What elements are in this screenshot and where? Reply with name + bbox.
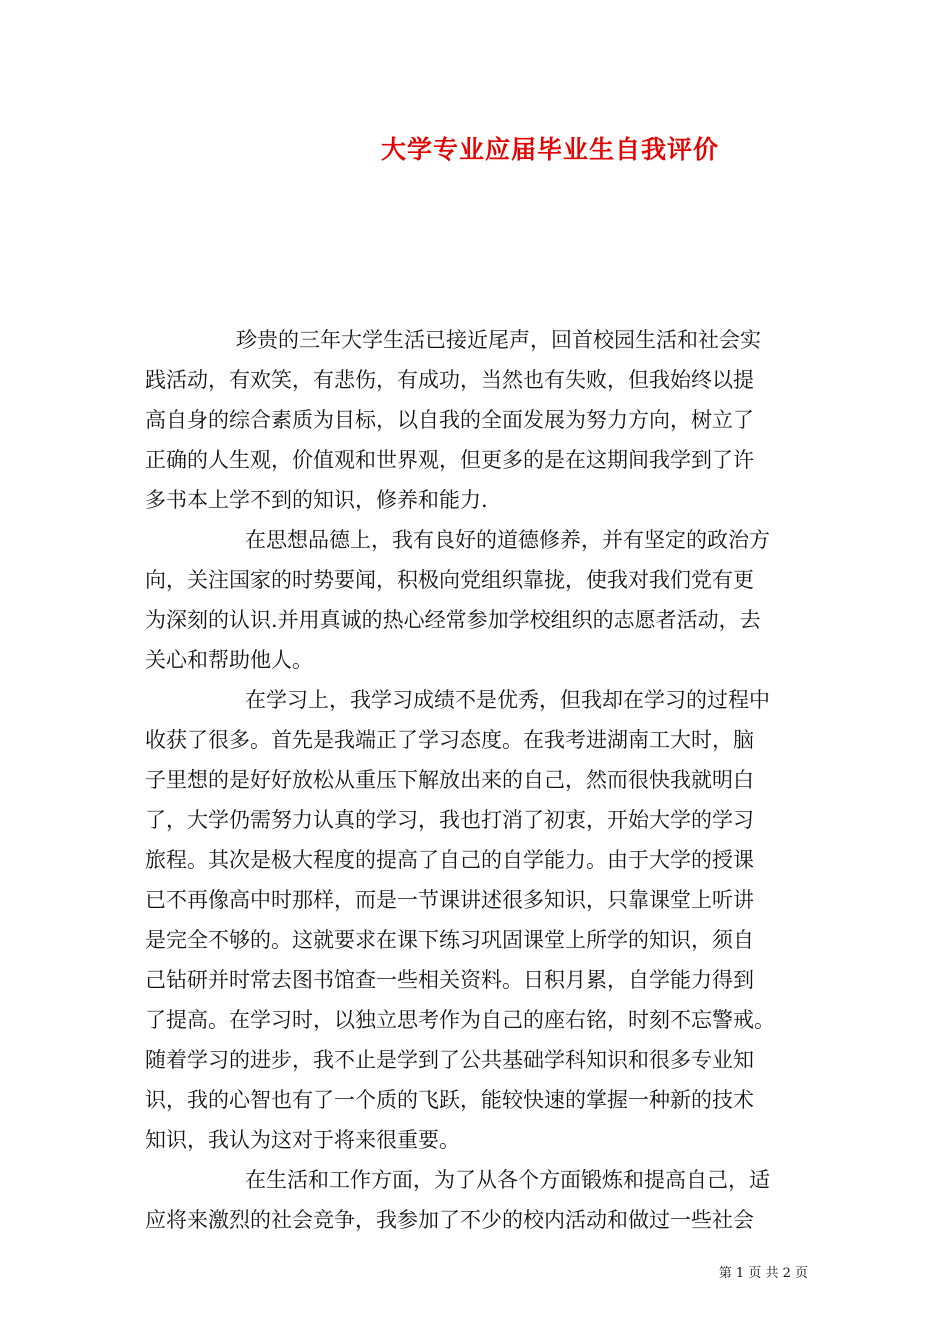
paragraph-line: 向，关注国家的时势要闻，积极向党组织靠拢，使我对我们党有更 <box>145 568 754 592</box>
paragraph-line: 关心和帮助他人。 <box>145 648 313 672</box>
paragraph-2 <box>145 520 813 680</box>
paragraph-line: 应将来激烈的社会竞争，我参加了不少的校内活动和做过一些社会 <box>145 1208 754 1232</box>
document-title: 大学专业应届毕业生自我评价 <box>380 135 719 164</box>
paragraph-line: 己钻研并时常去图书馆查一些相关资料。日积月累，自学能力得到 <box>145 968 754 992</box>
paragraph-line: 随着学习的进步，我不止是学到了公共基础学科知识和很多专业知 <box>145 1048 754 1072</box>
paragraph-line: 多书本上学不到的知识，修养和能力. <box>145 488 488 512</box>
paragraph-line: 了，大学仍需努力认真的学习，我也打消了初衷，开始大学的学习 <box>145 808 754 832</box>
paragraph-line: 在思想品德上，我有良好的道德修养，并有坚定的政治方 <box>245 528 770 552</box>
paragraph-3 <box>145 680 813 1160</box>
paragraph-line: 正确的人生观，价值观和世界观，但更多的是在这期间我学到了许 <box>145 448 754 472</box>
paragraph-1 <box>145 320 813 520</box>
paragraph-line: 高自身的综合素质为目标，以自我的全面发展为努力方向，树立了 <box>145 408 754 432</box>
paragraph-line: 了提高。在学习时，以独立思考作为自己的座右铭，时刻不忘警戒。 <box>145 1008 775 1032</box>
paragraph-line: 识，我的心智也有了一个质的飞跃，能较快速的掌握一种新的技术 <box>145 1088 754 1112</box>
page-number-footer: 第 1 页 共 2 页 <box>718 1266 808 1281</box>
paragraph-line: 旅程。其次是极大程度的提高了自己的自学能力。由于大学的授课 <box>145 848 754 872</box>
paragraph-line: 知识，我认为这对于将来很重要。 <box>145 1128 460 1152</box>
paragraph-line: 已不再像高中时那样，而是一节课讲述很多知识，只靠课堂上听讲 <box>145 888 754 912</box>
paragraph-line: 在生活和工作方面，为了从各个方面锻炼和提高自己，适 <box>245 1168 770 1192</box>
paragraph-line: 是完全不够的。这就要求在课下练习巩固课堂上所学的知识，须自 <box>145 928 754 952</box>
paragraph-line: 子里想的是好好放松从重压下解放出来的自己，然而很快我就明白 <box>145 768 754 792</box>
paragraph-line: 收获了很多。首先是我端正了学习态度。在我考进湖南工大时，脑 <box>145 728 754 752</box>
paragraph-line: 在学习上，我学习成绩不是优秀，但我却在学习的过程中 <box>245 688 770 712</box>
paragraph-line: 践活动，有欢笑，有悲伤，有成功，当然也有失败，但我始终以提 <box>145 368 754 392</box>
paragraph-4 <box>145 1160 813 1240</box>
document-body <box>145 320 813 1240</box>
paragraph-line: 为深刻的认识.并用真诚的热心经常参加学校组织的志愿者活动，去 <box>145 608 761 632</box>
paragraph-line: 珍贵的三年大学生活已接近尾声，回首校园生活和社会实 <box>236 328 761 352</box>
